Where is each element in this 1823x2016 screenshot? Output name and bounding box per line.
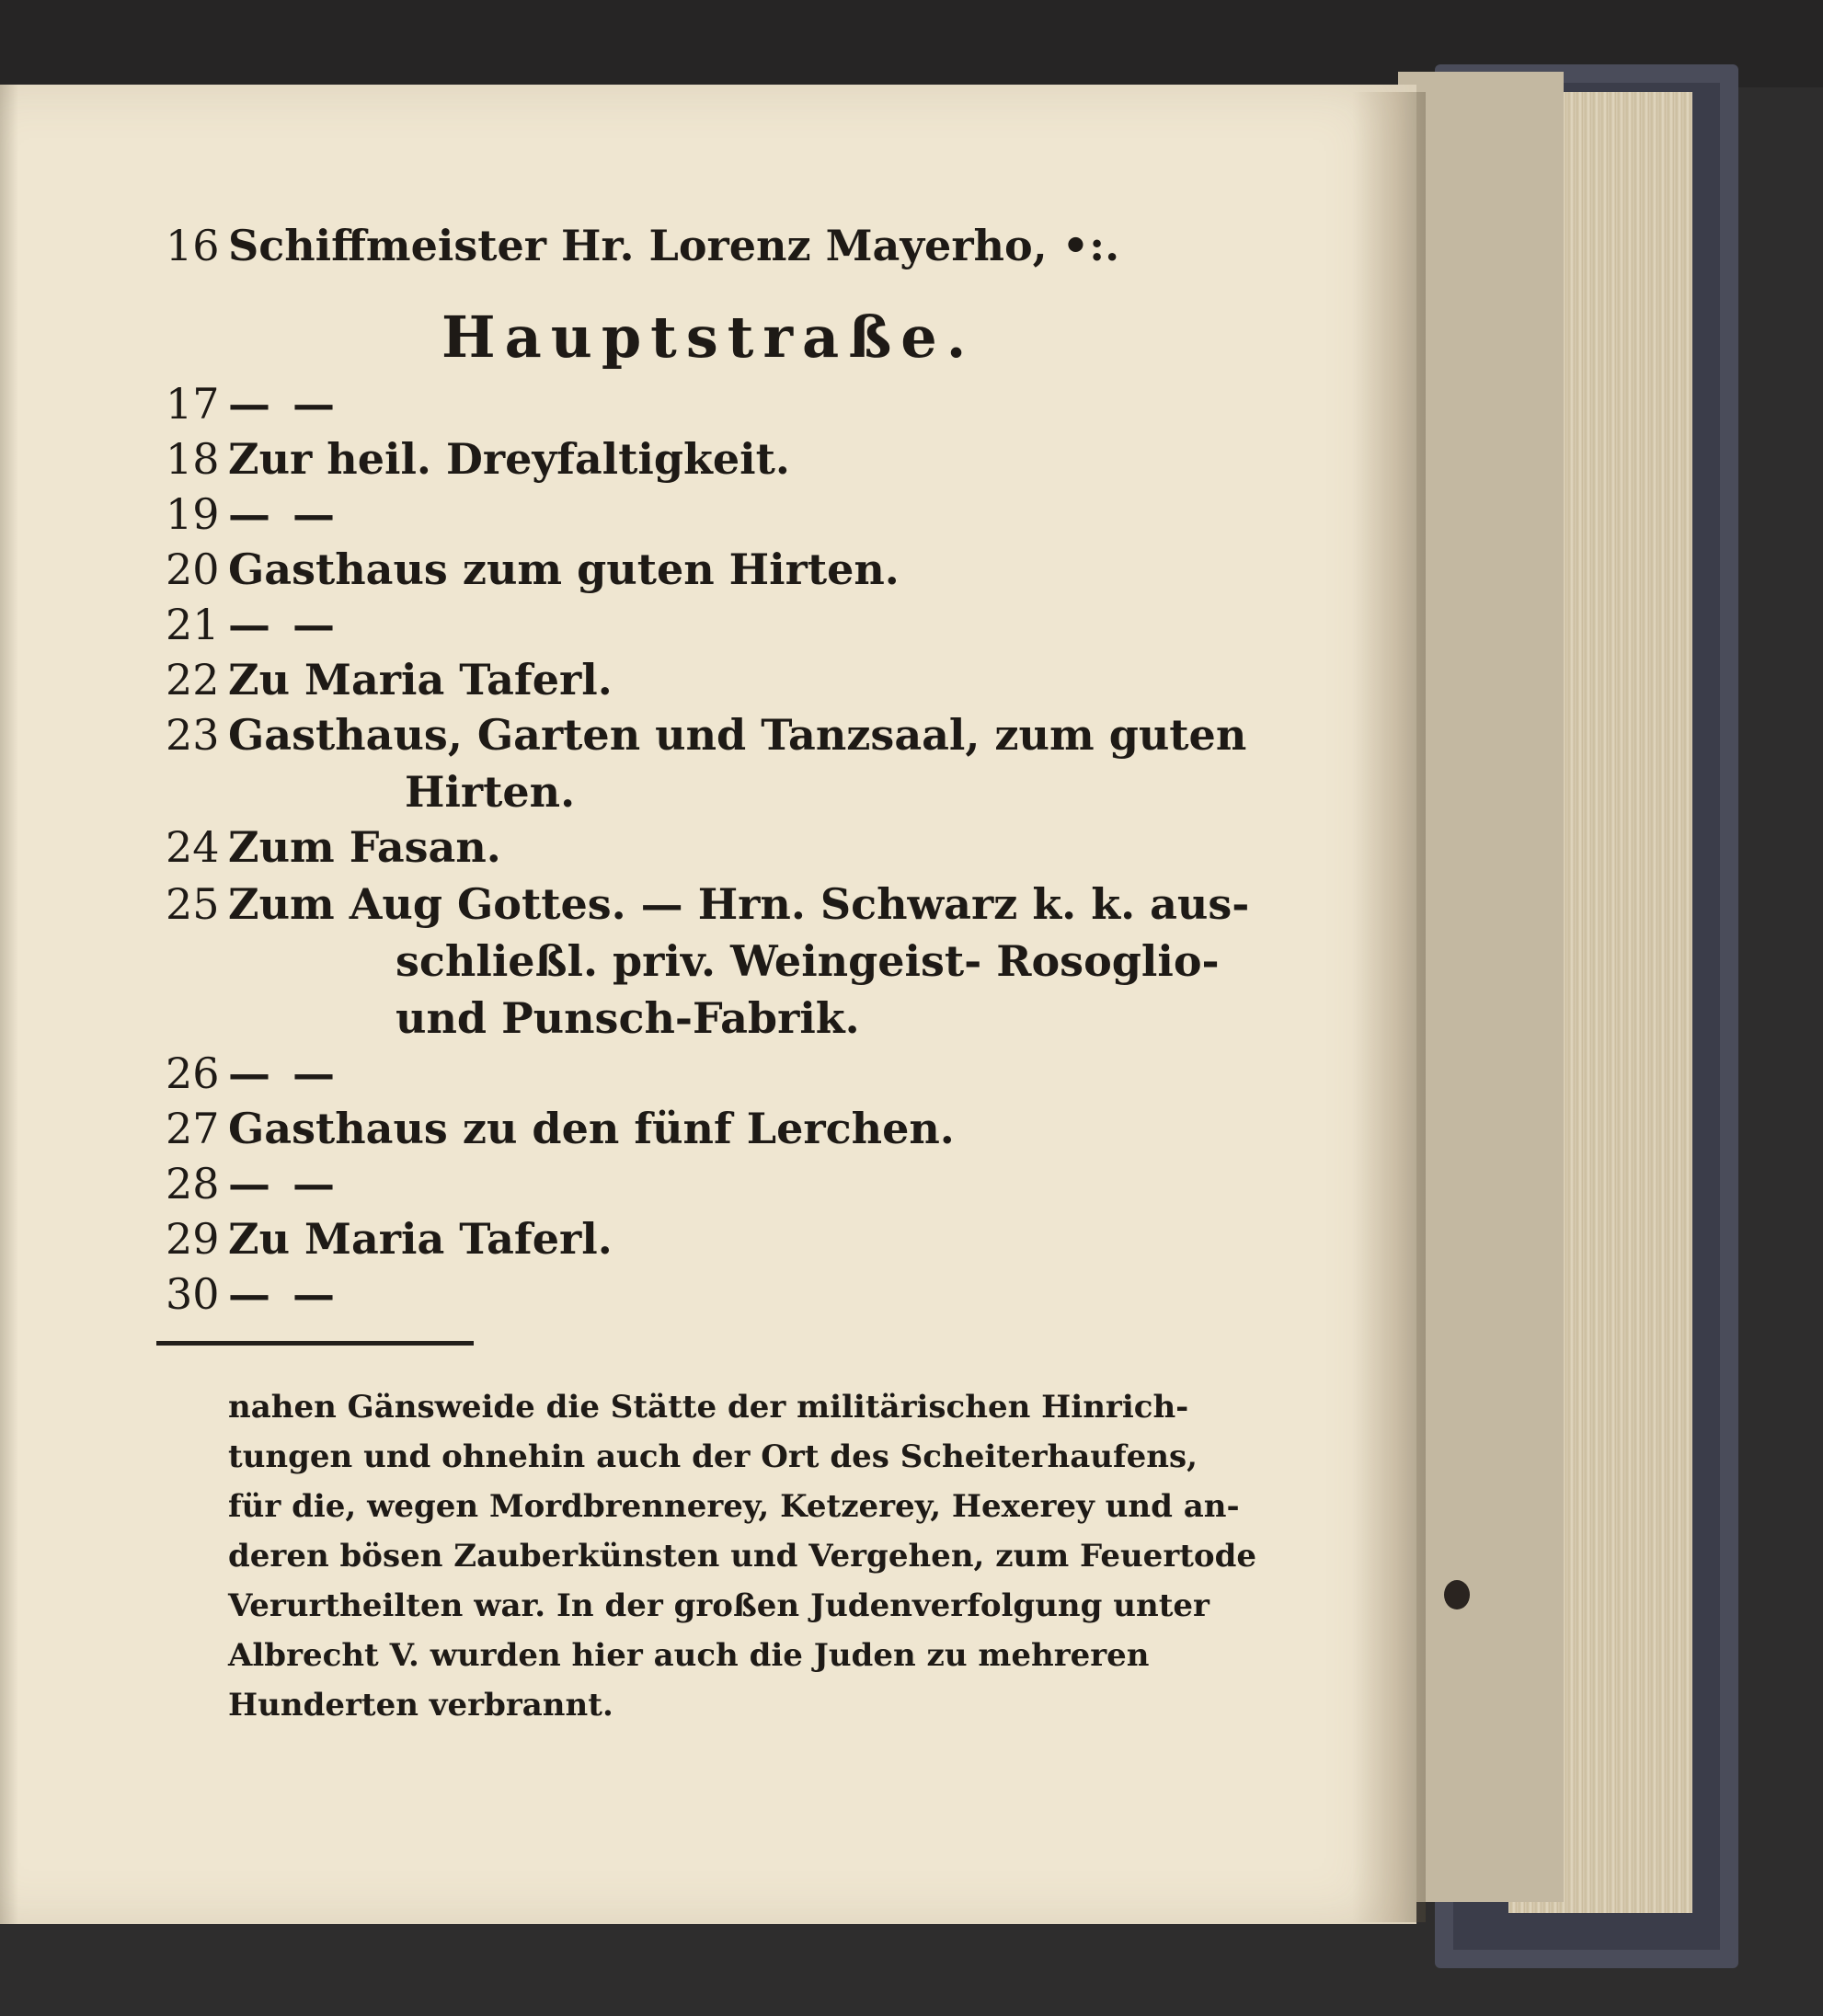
entry-number: 22	[166, 655, 220, 704]
entry-number: 23	[166, 710, 220, 760]
footnote-line: für die, wegen Mordbrennerey, Ketzerey, Hexerey und an-	[228, 1488, 1240, 1525]
entry-25-continuation-1: schließl. priv. Weingeist- Rosoglio-	[396, 936, 1220, 986]
page-fold	[1352, 92, 1426, 1922]
entry-text: Zum Fasan.	[228, 822, 501, 872]
footnote-line: Albrecht V. wurden hier auch die Juden zu mehreren	[228, 1637, 1150, 1674]
entry-text: Zum Aug Gottes. — Hrn. Schwarz k. k. aus-	[228, 879, 1250, 929]
entry-27	[166, 1104, 955, 1153]
entry-30	[166, 1269, 338, 1319]
entry-16	[166, 221, 1119, 270]
entry-26	[166, 1048, 338, 1098]
entry-18	[166, 434, 790, 484]
entry-number: 20	[166, 544, 220, 594]
entry-28	[166, 1159, 338, 1208]
entry-text: — —	[228, 1048, 339, 1098]
entry-number: 25	[166, 879, 220, 929]
entry-number: 21	[166, 600, 220, 649]
entry-text: Zu Maria Taferl.	[228, 1214, 613, 1264]
footnote-line: nahen Gänsweide die Stätte der militärischen Hinrich-	[228, 1389, 1189, 1426]
entry-23-continuation: Hirten.	[405, 767, 576, 817]
footnote-line: tungen und ohnehin auch der Ort des Scheiterhaufens,	[228, 1438, 1198, 1475]
entry-21	[166, 600, 338, 649]
entry-number: 17	[166, 379, 220, 429]
entry-20	[166, 544, 900, 594]
ink-spot	[1444, 1580, 1470, 1609]
entry-text: Schiffmeister Hr. Lorenz Mayerho, •:.	[228, 221, 1120, 270]
entry-number: 16	[166, 221, 220, 270]
entry-number: 30	[166, 1269, 220, 1319]
entry-17	[166, 379, 338, 429]
entry-number: 18	[166, 434, 220, 484]
footnote-line: deren bösen Zauberkünsten und Vergehen, zum Feuertode	[228, 1538, 1257, 1575]
entry-number: 27	[166, 1104, 220, 1153]
entry-text: — —	[228, 489, 339, 539]
entry-text: — —	[228, 1159, 339, 1208]
entry-29	[166, 1214, 613, 1264]
entry-number: 24	[166, 822, 220, 872]
footnote-line: Verurtheilten war. In der großen Judenverfolgung unter	[228, 1587, 1210, 1624]
entry-text: Gasthaus zum guten Hirten.	[228, 544, 900, 594]
entry-number: 19	[166, 489, 220, 539]
footnote-line: Hunderten verbrannt.	[228, 1687, 613, 1724]
entry-text: Gasthaus, Garten und Tanzsaal, zum guten	[228, 710, 1247, 760]
footnote-rule	[156, 1341, 474, 1346]
entry-text: Zur heil. Dreyfaltigkeit.	[228, 434, 790, 484]
entry-23	[166, 710, 1246, 760]
entry-text: — —	[228, 600, 339, 649]
entry-number: 26	[166, 1048, 220, 1098]
entry-text: Gasthaus zu den fünf Lerchen.	[228, 1104, 955, 1153]
entry-22	[166, 655, 613, 704]
entry-25	[166, 879, 1249, 929]
entry-number: 28	[166, 1159, 220, 1208]
entry-19	[166, 489, 338, 539]
entry-text: — —	[228, 1269, 339, 1319]
entry-text: Zu Maria Taferl.	[228, 655, 613, 704]
section-title: Hauptstraße.	[441, 304, 976, 371]
entry-number: 29	[166, 1214, 220, 1264]
entry-25-continuation-2: und Punsch-Fabrik.	[396, 993, 860, 1043]
entry-24	[166, 822, 501, 872]
entry-text: — —	[228, 379, 339, 429]
page-shadow	[0, 85, 18, 1924]
